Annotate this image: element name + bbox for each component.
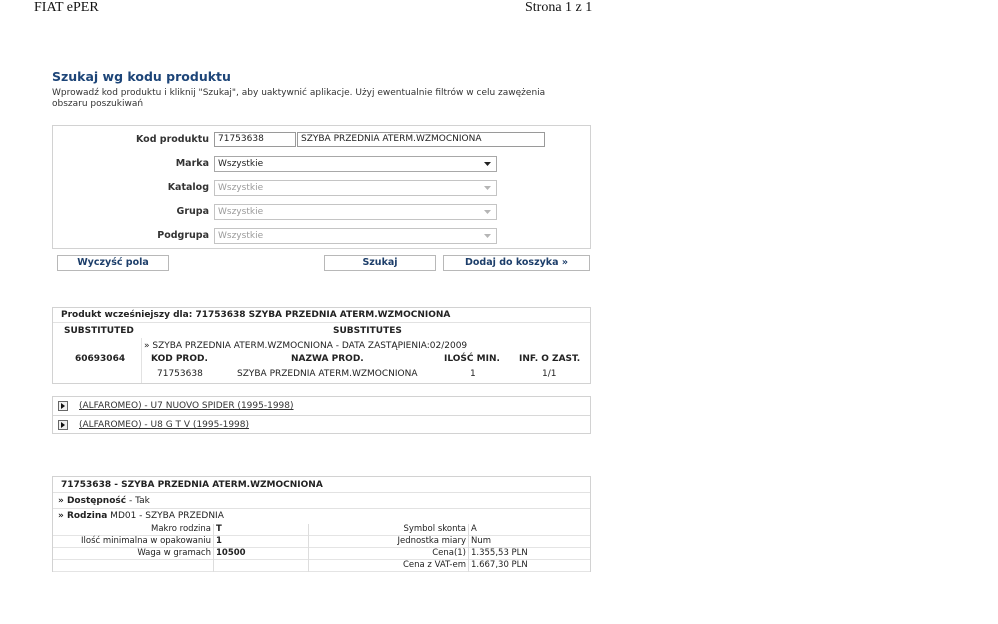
detail-label: Symbol skonta — [309, 524, 469, 536]
chevron-down-icon[interactable] — [481, 205, 493, 219]
table-row — [53, 536, 590, 548]
row-qty: 1 — [470, 369, 476, 379]
catalog-select[interactable] — [214, 180, 497, 196]
detail-value: 1.355,53 PLN — [471, 548, 528, 558]
detail-value: 1 — [214, 536, 309, 548]
table-row — [53, 524, 590, 536]
availability-value: - Tak — [126, 496, 150, 506]
page-title: Szukaj wg kodu produktu — [52, 69, 231, 84]
detail-label: Jednostka miary — [309, 536, 469, 548]
row-info: 1/1 — [542, 369, 557, 379]
search-description-line1: Wprowadź kod produktu i kliknij "Szukaj", aby uaktywnić aplikacje. Użyj ewentualnie filtrów w celu zawężenia — [52, 88, 546, 98]
add-to-cart-button[interactable]: Dodaj do koszyka » — [443, 255, 590, 271]
family-label: » Rodzina — [58, 511, 108, 521]
availability-label: » Dostępność — [58, 496, 127, 506]
play-icon[interactable] — [58, 420, 68, 430]
table-row — [53, 548, 590, 560]
substitution-panel — [52, 307, 591, 384]
col-name-header: NAZWA PROD. — [291, 354, 364, 364]
catalog-select-value: Wszystkie — [218, 183, 264, 193]
play-icon[interactable] — [58, 401, 68, 411]
brand-select-value: Wszystkie — [218, 159, 264, 169]
chevron-down-icon[interactable] — [481, 157, 493, 171]
group-select-value: Wszystkie — [218, 207, 264, 217]
clear-fields-button[interactable]: Wyczyść pola — [57, 255, 169, 271]
substituted-code: 60693064 — [75, 354, 126, 364]
family-row — [58, 511, 224, 521]
product-details-table — [53, 524, 590, 572]
product-details-panel — [52, 476, 591, 572]
divider — [141, 338, 142, 383]
subgroup-select-value: Wszystkie — [218, 231, 264, 241]
search-description — [52, 88, 545, 110]
code-label: Kod produktu — [135, 134, 209, 145]
search-description-line2: obszaru poszukiwań — [52, 99, 144, 109]
detail-value: 10500 — [214, 548, 309, 560]
subgroup-select[interactable] — [214, 228, 497, 244]
product-title: 71753638 - SZYBA PRZEDNIA ATERM.WZMOCNIONA — [61, 480, 323, 490]
detail-label — [53, 560, 214, 572]
list-item[interactable] — [53, 397, 590, 416]
detail-value: Num — [471, 536, 492, 546]
availability-row — [58, 496, 150, 506]
application-link[interactable]: (ALFAROMEO) - U8 G T V (1995-1998) — [79, 420, 250, 430]
brand-label: Marka — [175, 158, 209, 169]
divider — [53, 508, 590, 509]
detail-value: T — [214, 524, 309, 536]
row-code: 71753638 — [157, 369, 203, 379]
detail-label: Waga w gramach — [53, 548, 214, 560]
application-link[interactable]: (ALFAROMEO) - U7 NUOVO SPIDER (1995-1998) — [79, 401, 294, 411]
group-select[interactable] — [214, 204, 497, 220]
chevron-down-icon[interactable] — [481, 229, 493, 243]
divider — [53, 322, 590, 323]
detail-label: Ilość minimalna w opakowaniu — [53, 536, 214, 548]
detail-value: A — [471, 524, 477, 534]
chevron-down-icon[interactable] — [481, 181, 493, 195]
catalog-label: Katalog — [167, 182, 209, 193]
applications-list — [52, 396, 591, 434]
detail-label: Cena(1) — [309, 548, 469, 560]
group-label: Grupa — [176, 206, 209, 217]
substituted-header: SUBSTITUTED — [64, 326, 134, 336]
subgroup-label: Podgrupa — [157, 230, 209, 241]
row-name: SZYBA PRZEDNIA ATERM.WZMOCNIONA — [237, 369, 418, 379]
substitution-title: Produkt wcześniejszy dla: 71753638 SZYBA PRZEDNIA ATERM.WZMOCNIONA — [61, 310, 451, 320]
app-name: FIAT ePER — [34, 0, 99, 15]
search-form — [52, 125, 591, 249]
family-value: MD01 - SZYBA PRZEDNIA — [107, 511, 224, 521]
col-code-header: KOD PROD. — [151, 354, 208, 364]
table-row — [53, 560, 590, 572]
col-qty-header: ILOŚĆ MIN. — [444, 354, 500, 364]
detail-label: Cena z VAT-em — [309, 560, 469, 572]
divider — [53, 492, 590, 493]
page-indicator: Strona 1 z 1 — [525, 0, 593, 15]
product-name-input[interactable]: SZYBA PRZEDNIA ATERM.WZMOCNIONA — [297, 132, 545, 147]
substitution-date-note: » SZYBA PRZEDNIA ATERM.WZMOCNIONA - DATA ZASTĄPIENIA:02/2009 — [144, 341, 468, 351]
list-item[interactable] — [53, 416, 590, 434]
search-button[interactable]: Szukaj — [324, 255, 436, 271]
detail-label: Makro rodzina — [53, 524, 214, 536]
detail-value: 1.667,30 PLN — [471, 560, 528, 570]
col-info-header: INF. O ZAST. — [519, 354, 581, 364]
detail-value — [214, 560, 309, 572]
substitutes-header: SUBSTITUTES — [333, 326, 402, 336]
product-code-input[interactable]: 71753638 — [214, 132, 296, 147]
brand-select[interactable] — [214, 156, 497, 172]
